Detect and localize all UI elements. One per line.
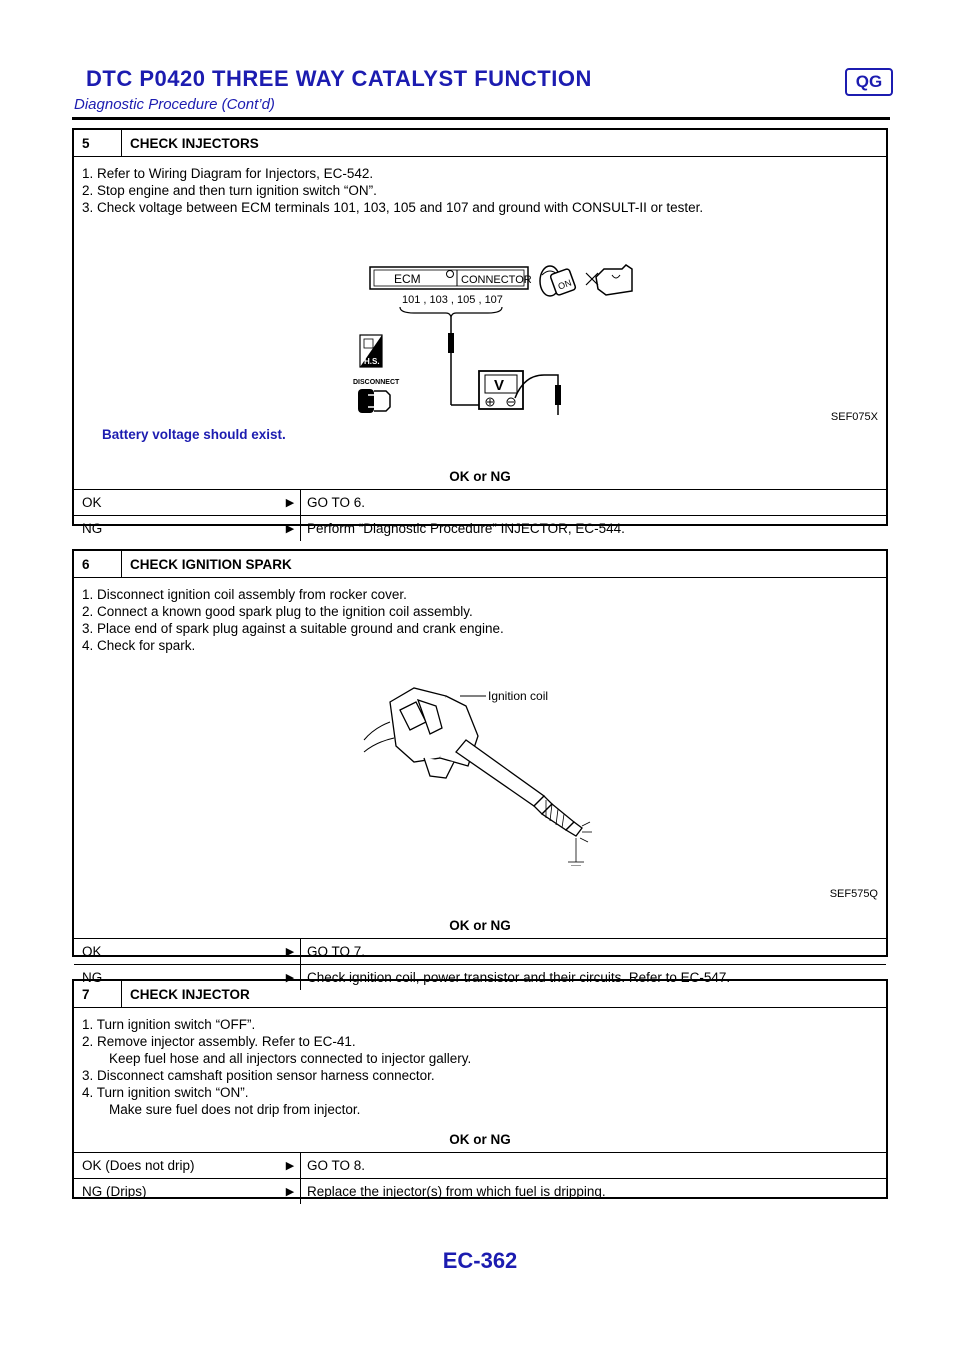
- step-7-box: [72, 979, 888, 1199]
- instruction-line: 3. Place end of spark plug against a suitable ground and crank engine.: [82, 621, 504, 636]
- instruction-line: 2. Stop engine and then turn ignition switch “ON”.: [82, 183, 377, 198]
- ok-or-ng-label: OK or NG: [449, 469, 511, 484]
- result-row-ng: [74, 1178, 886, 1204]
- ignition-key-icon: [540, 266, 576, 296]
- result-action: GO TO 6.: [307, 495, 366, 510]
- step-header: [74, 130, 886, 157]
- page-number: EC-362: [442, 1248, 518, 1273]
- result-label: OK: [82, 944, 102, 959]
- result-label: NG: [82, 970, 103, 985]
- step-number: 6: [74, 551, 122, 577]
- arrow-icon: ▶: [285, 523, 295, 535]
- step-5-box: [72, 128, 888, 536]
- on-label: ON: [556, 277, 573, 292]
- arrow-icon: ▶: [285, 1186, 295, 1198]
- result-action: Check ignition coil, power transistor and their circuits. Refer to EC-547.: [307, 970, 731, 985]
- result-row-ok: [74, 489, 886, 515]
- meter-label: V: [494, 377, 505, 394]
- instruction-line: 4. Turn ignition switch “ON”.: [82, 1085, 249, 1100]
- result-label: OK (Does not drip): [82, 1158, 195, 1173]
- step-body: [74, 1008, 886, 1122]
- result-row-ok: [74, 938, 886, 964]
- step-body: [74, 157, 886, 442]
- step-number: 5: [74, 130, 122, 156]
- step-title: CHECK IGNITION SPARK: [130, 556, 292, 572]
- harness-icon: [360, 335, 382, 367]
- engine-icon: [586, 265, 632, 295]
- step-header: [74, 551, 886, 578]
- result-action: GO TO 8.: [307, 1158, 366, 1173]
- terminals-label: 101 , 103 , 105 , 107: [402, 294, 503, 306]
- figure-code: SEF575Q: [829, 888, 878, 900]
- instruction-line: 4. Check for spark.: [82, 638, 196, 653]
- step-number: 7: [74, 981, 122, 1007]
- ignition-coil-figure: [74, 666, 874, 866]
- injector-voltage-figure: [74, 225, 874, 415]
- result-action: Perform “Diagnostic Procedure” INJECTOR, EC-544.: [307, 521, 625, 536]
- result-label: NG: [82, 521, 103, 536]
- step-body: [74, 578, 886, 900]
- instruction-line: 1. Refer to Wiring Diagram for Injectors, EC-542.: [82, 166, 374, 181]
- step-title: CHECK INJECTORS: [130, 135, 259, 151]
- instruction-line: 3. Disconnect camshaft position sensor harness connector.: [82, 1068, 435, 1083]
- step-6-box: [72, 549, 888, 985]
- section-badge: QG: [845, 68, 893, 96]
- ok-or-ng-label: OK or NG: [449, 918, 511, 933]
- result-row-ng: [74, 515, 886, 541]
- instruction-line: Keep fuel hose and all injectors connected to injector gallery.: [109, 1051, 472, 1066]
- step-title: CHECK INJECTOR: [130, 986, 250, 1002]
- connector-label: CONNECTOR: [461, 274, 532, 286]
- instruction-line: 1. Disconnect ignition coil assembly from rocker cover.: [82, 587, 407, 602]
- page-title: DTC P0420 THREE WAY CATALYST FUNCTION: [86, 66, 592, 91]
- instruction-line: 3. Check voltage between ECM terminals 101, 103, 105 and 107 and ground with CONSULT-II or tester.: [82, 200, 704, 215]
- hs-label: H.S.: [364, 357, 380, 366]
- instruction-line: 2. Remove injector assembly. Refer to EC-41.: [82, 1034, 356, 1049]
- disconnect-label: DISCONNECT: [353, 379, 400, 386]
- ecm-label: ECM: [394, 272, 421, 286]
- expected-value-note: Battery voltage should exist.: [102, 427, 286, 442]
- ok-or-ng-label: OK or NG: [449, 1132, 511, 1147]
- arrow-icon: ▶: [285, 946, 295, 958]
- disconnect-connector-icon: [358, 389, 390, 413]
- step-header: [74, 981, 886, 1008]
- arrow-icon: ▶: [285, 1160, 295, 1172]
- result-action: Replace the injector(s) from which fuel is dripping.: [307, 1184, 606, 1199]
- voltmeter-icon: [479, 371, 523, 409]
- instruction-line: 2. Connect a known good spark plug to the ignition coil assembly.: [82, 604, 473, 619]
- instruction-line: Make sure fuel does not drip from injector.: [109, 1102, 361, 1117]
- result-label: NG (Drips): [82, 1184, 147, 1199]
- arrow-icon: ▶: [285, 972, 295, 984]
- header-rule: [72, 117, 890, 120]
- result-row-ok: [74, 1152, 886, 1178]
- instruction-line: 1. Turn ignition switch “OFF”.: [82, 1017, 256, 1032]
- result-action: GO TO 7.: [307, 944, 366, 959]
- ignition-coil-callout: Ignition coil: [488, 689, 549, 703]
- figure-code: SEF075X: [830, 411, 878, 423]
- page-subtitle: Diagnostic Procedure (Cont’d): [74, 96, 275, 113]
- result-label: OK: [82, 495, 102, 510]
- ignition-coil-drawing: [390, 688, 582, 836]
- arrow-icon: ▶: [285, 497, 295, 509]
